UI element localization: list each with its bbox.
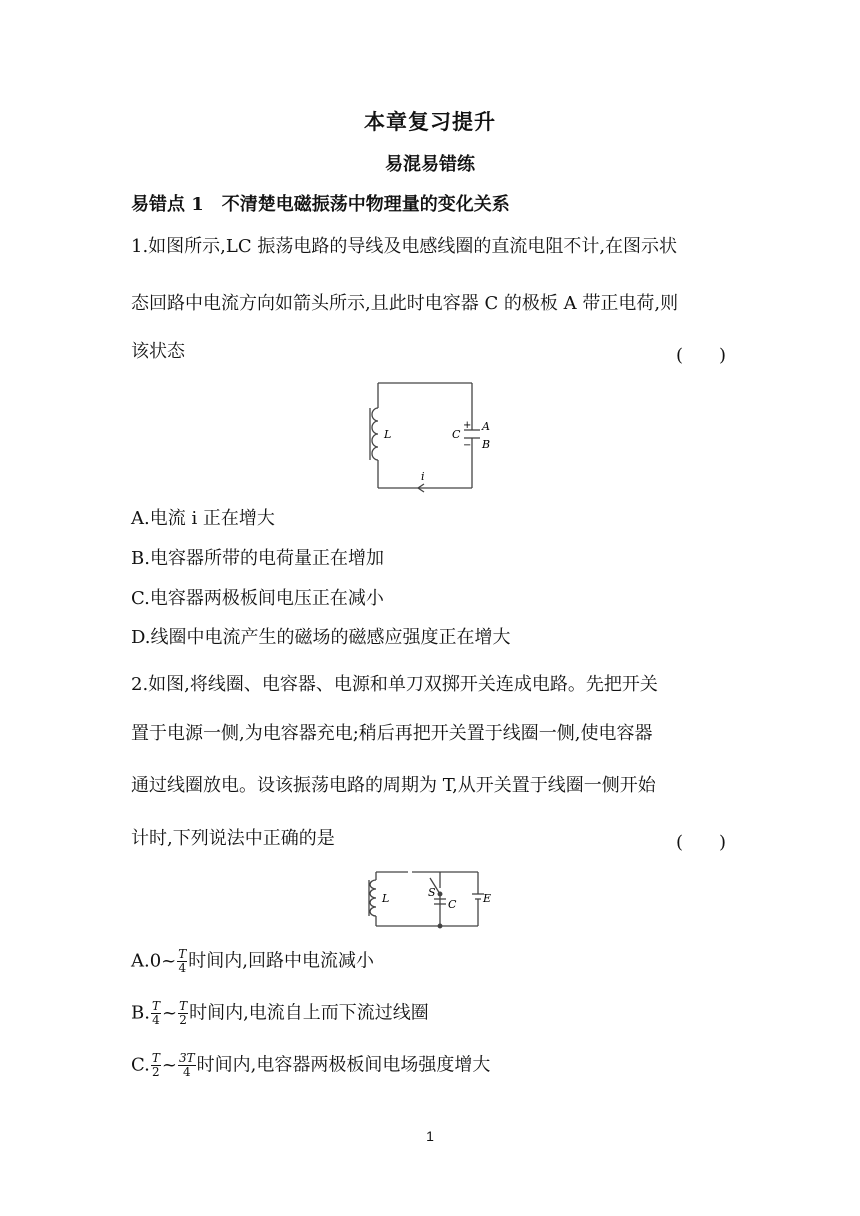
range-tilde: ~ bbox=[161, 1054, 177, 1076]
fraction-numerator: 3T bbox=[178, 1051, 195, 1065]
error-point-heading: 易错点 1 不清楚电磁振荡中物理量的变化关系 bbox=[131, 194, 510, 215]
fraction-denominator: 2 bbox=[179, 1013, 187, 1027]
fraction-numerator: T bbox=[151, 1051, 160, 1065]
q2-answer-paren: ( ) bbox=[676, 832, 727, 853]
page-title: 本章复习提升 bbox=[364, 109, 496, 134]
q1-line-3: 该状态 bbox=[131, 341, 185, 362]
page-number: 1 bbox=[426, 1128, 434, 1144]
q2-option-c-text: 时间内,电容器两极板间电场强度增大 bbox=[196, 1054, 491, 1076]
q1-option-a: A.电流 i 正在增大 bbox=[131, 508, 275, 529]
fraction-denominator: 2 bbox=[152, 1065, 160, 1079]
q1-line-2: 态回路中电流方向如箭头所示,且此时电容器 C 的极板 A 带正电荷,则 bbox=[131, 293, 679, 314]
q2-option-c-prefix: C. bbox=[131, 1054, 150, 1076]
q1-label-a: A bbox=[482, 420, 490, 433]
q1-option-b: B.电容器所带的电荷量正在增加 bbox=[131, 548, 384, 569]
fraction-numerator: T bbox=[178, 947, 187, 961]
fraction-t-over-4 bbox=[151, 1000, 161, 1027]
fraction-numerator: T bbox=[179, 999, 188, 1013]
q2-label-l: L bbox=[382, 892, 390, 905]
fraction-denominator: 4 bbox=[152, 1013, 160, 1027]
fraction-denominator: 4 bbox=[178, 961, 187, 975]
q1-plus-sign: + bbox=[463, 420, 472, 431]
range-tilde: ~ bbox=[161, 1002, 178, 1024]
q2-option-b bbox=[131, 1000, 429, 1027]
q2-label-c: C bbox=[448, 898, 457, 911]
q1-label-b: B bbox=[482, 438, 491, 451]
q1-line-1: 1.如图所示,LC 振荡电路的导线及电感线圈的直流电阻不计,在图示状 bbox=[131, 236, 678, 257]
q2-option-c bbox=[131, 1052, 490, 1079]
q1-minus-sign: − bbox=[463, 440, 472, 451]
q1-label-l: L bbox=[384, 428, 392, 441]
q2-label-s: S bbox=[428, 886, 436, 899]
q2-option-a bbox=[131, 948, 374, 975]
fraction-denominator: 4 bbox=[182, 1065, 191, 1079]
q1-option-d: D.线圈中电流产生的磁场的磁感应强度正在增大 bbox=[131, 627, 511, 648]
section-subtitle: 易混易错练 bbox=[385, 154, 475, 175]
fraction-t-over-2 bbox=[151, 1052, 161, 1079]
q1-label-i: i bbox=[421, 470, 425, 483]
q1-answer-paren: ( ) bbox=[676, 345, 727, 366]
q2-circuit-diagram bbox=[366, 868, 496, 932]
fraction-t-over-4 bbox=[177, 948, 187, 975]
q2-option-a-prefix: A.0~ bbox=[131, 950, 177, 972]
fraction-numerator: T bbox=[151, 999, 160, 1013]
fraction-t-over-2 bbox=[178, 1000, 188, 1027]
q2-line-2: 置于电源一侧,为电容器充电;稍后再把开关置于线圈一侧,使电容器 bbox=[131, 723, 653, 744]
q2-line-1: 2.如图,将线圈、电容器、电源和单刀双掷开关连成电路。先把开关 bbox=[131, 674, 658, 695]
q1-label-c: C bbox=[452, 428, 461, 441]
q2-label-e: E bbox=[483, 892, 492, 905]
fraction-3t-over-4 bbox=[178, 1052, 196, 1079]
q2-option-b-text: 时间内,电流自上而下流过线圈 bbox=[189, 1002, 429, 1024]
q2-line-3: 通过线圈放电。设该振荡电路的周期为 T,从开关置于线圈一侧开始 bbox=[131, 775, 656, 796]
q2-option-a-text: 时间内,回路中电流减小 bbox=[188, 950, 375, 972]
q1-circuit-diagram bbox=[360, 380, 491, 492]
q2-line-4: 计时,下列说法中正确的是 bbox=[131, 828, 335, 849]
q1-option-c: C.电容器两极板间电压正在减小 bbox=[131, 588, 384, 609]
q2-option-b-prefix: B. bbox=[131, 1002, 150, 1024]
